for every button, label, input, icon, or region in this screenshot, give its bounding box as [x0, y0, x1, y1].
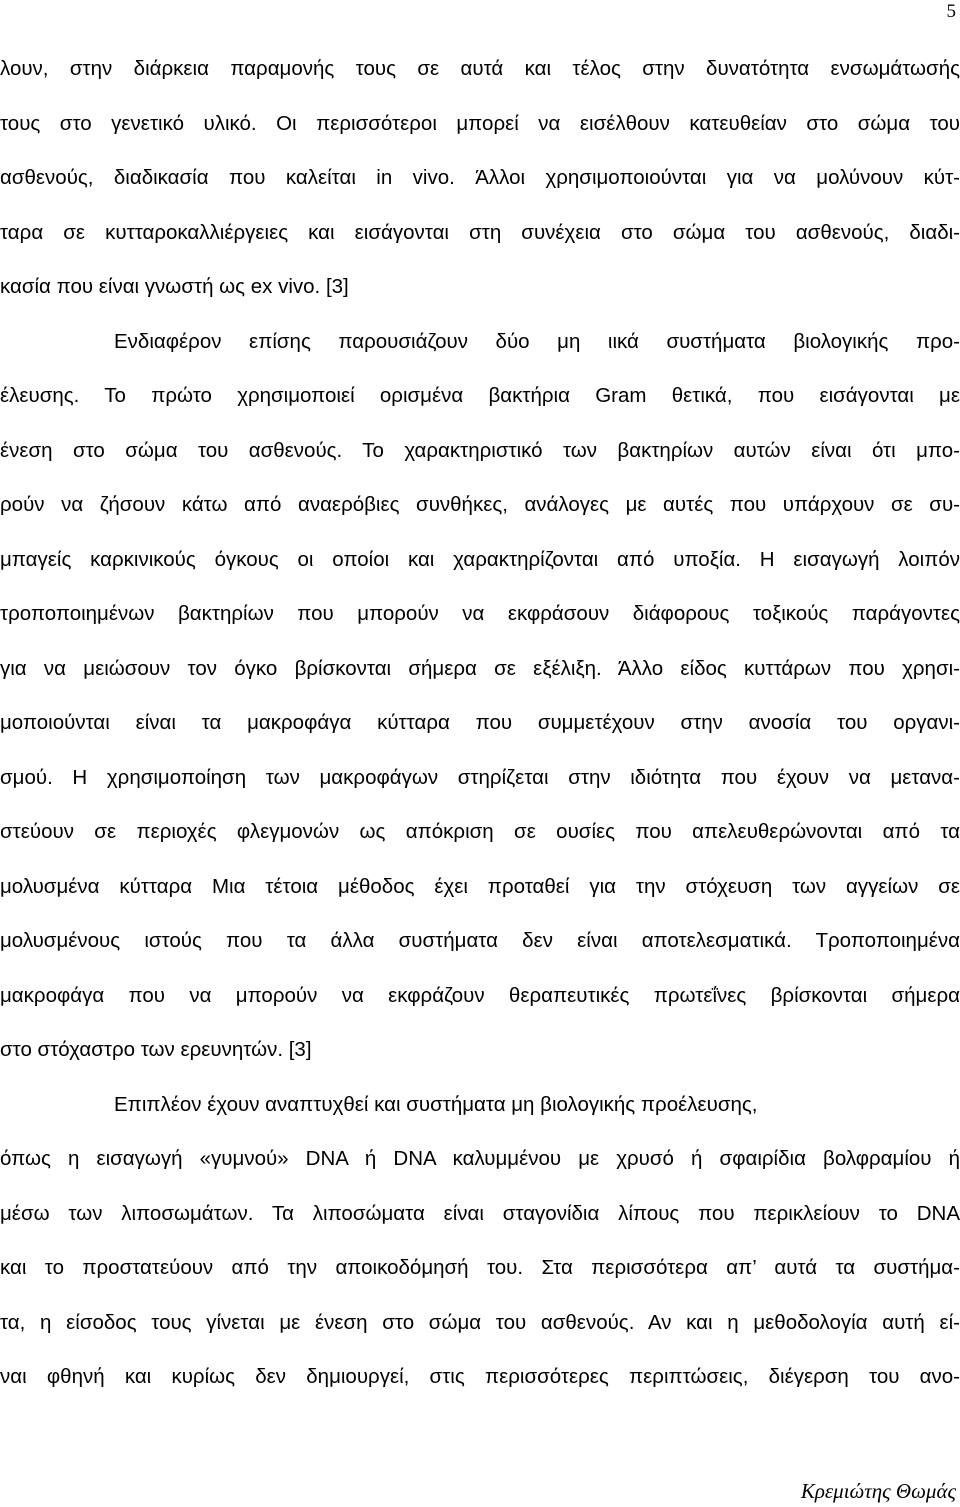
- text-line-paragraph-start: Ενδιαφέρον επίσης παρουσιάζουν δύο μη ιικά συστήματα βιολογικής προ-: [114, 329, 960, 353]
- text-line: μακροφάγα που να μπορούν να εκφράζουν θεραπευτικές πρωτεΐνες βρίσκονται σήμερα: [0, 983, 960, 1007]
- text-line: μπαγείς καρκινικούς όγκους οι οποίοι και χαρακτηρίζονται από υποξία. Η εισαγωγή λοιπόν: [0, 547, 960, 571]
- text-line: λουν, στην διάρκεια παραμονής τους σε αυτά και τέλος στην δυνατότητα ενσωμάτωσής: [0, 57, 960, 80]
- text-line: μολυσμένους ιστούς που τα άλλα συστήματα δεν είναι αποτελεσματικά. Τροποποιημένα: [0, 929, 960, 952]
- text-line: μολυσμένα κύτταρα Μια τέτοια μέθοδος έχει προταθεί για την στόχευση των αγγείων σε: [0, 874, 960, 898]
- text-line: μέσω των λιποσωμάτων. Τα λιποσώματα είναι σταγονίδια λίπους που περικλείουν το DNA: [0, 1201, 960, 1225]
- text-line: έλευσης. Το πρώτο χρησιμοποιεί ορισμένα βακτήρια Gram θετικά, που εισάγονται με: [0, 384, 960, 407]
- text-line: τροποποιημένων βακτηρίων που μπορούν να εκφράσουν διάφορους τοξικούς παράγοντες: [0, 602, 960, 625]
- text-line: ένεση στο σώμα του ασθενούς. Το χαρακτηριστικό των βακτηρίων αυτών είναι ότι μπο-: [0, 438, 960, 462]
- text-line: όπως η εισαγωγή «γυμνού» DNA ή DNA καλυμμένου με χρυσό ή σφαιρίδια βολφραμίου ή: [0, 1147, 960, 1170]
- text-line: ασθενούς, διαδικασία που καλείται in vivo. Άλλοι χρησιμοποιούνται για να μολύνουν κύτ-: [0, 166, 960, 189]
- text-line: τα, η είσοδος τους γίνεται με ένεση στο σώμα του ασθενούς. Αν και η μεθοδολογία αυτή εί-: [0, 1310, 960, 1334]
- text-line: ρούν να ζήσουν κάτω από αναερόβιες συνθήκες, ανάλογες με αυτές που υπάρχουν σε συ-: [0, 493, 960, 516]
- text-line-paragraph-start: Επιπλέον έχουν αναπτυχθεί και συστήματα μη βιολογικής προέλευσης,: [114, 1092, 758, 1116]
- text-line: για να μειώσουν τον όγκο βρίσκονται σήμερα σε εξέλιξη. Άλλο είδος κυττάρων που χρησι-: [0, 656, 960, 680]
- text-line-paragraph-end: κασία που είναι γνωστή ως ex vivo. [3]: [0, 275, 349, 298]
- text-line: ταρα σε κυτταροκαλλιέργειες και εισάγονται στη συνέχεια στο σώμα του ασθενούς, διαδι-: [0, 220, 960, 244]
- text-line: σμού. Η χρησιμοποίηση των μακροφάγων στηρίζεται στην ιδιότητα που έχουν να μετανα-: [0, 765, 960, 789]
- author-footer: Κρεμιώτης Θωμάς: [800, 1479, 956, 1503]
- body-text: [0, 50, 960, 1413]
- text-line: στεύουν σε περιοχές φλεγμονών ως απόκριση σε ουσίες που απελευθερώνονται από τα: [0, 820, 960, 843]
- text-line: και το προστατεύουν από την αποικοδόμησή του. Στα περισσότερα απ’ αυτά τα συστήμα-: [0, 1256, 960, 1279]
- text-line: τους στο γενετικό υλικό. Οι περισσότεροι μπορεί να εισέλθουν κατευθείαν στο σώμα του: [0, 111, 960, 135]
- text-line: μοποιούνται είναι τα μακροφάγα κύτταρα που συμμετέχουν στην ανοσία του οργανι-: [0, 711, 960, 734]
- page-number: 5: [946, 1, 956, 22]
- text-line: ναι φθηνή και κυρίως δεν δημιουργεί, στις περισσότερες περιπτώσεις, διέγερση του ανο-: [0, 1365, 960, 1388]
- text-line-paragraph-end: στο στόχαστρο των ερευνητών. [3]: [0, 1038, 312, 1061]
